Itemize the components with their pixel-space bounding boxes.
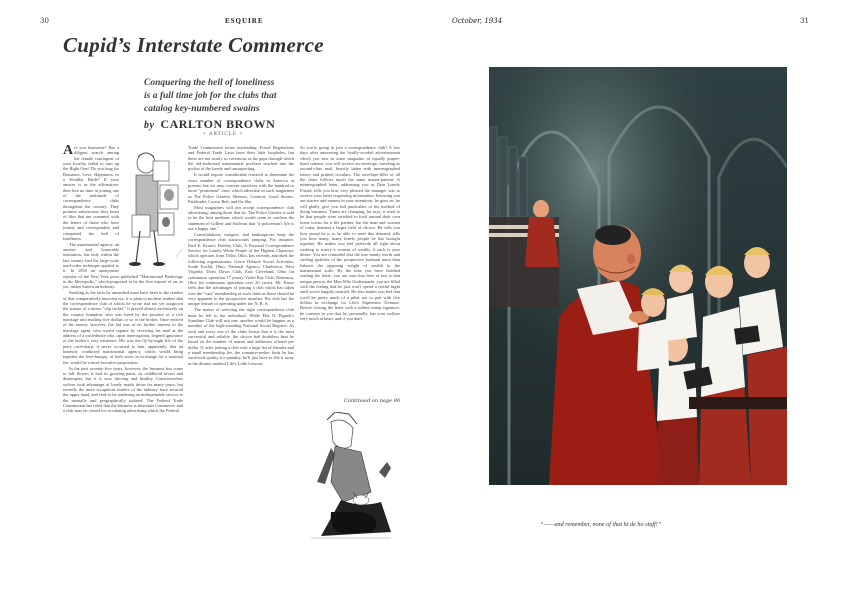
author-name: CARLTON BROWN bbox=[160, 117, 276, 131]
illustration-wrap-space bbox=[119, 145, 183, 273]
byline-by: by bbox=[144, 120, 155, 131]
paragraph-text: re you lonesome? Has a diligent search among the female contingent of your locality failed to turn up the Right One? Do you long for Romance, Love, Happiness, or a Wealthy Bride? If your answer is in the affirmative, then lose no time in joining one of the multitude of correspondence clubs throughout the country. They promise satisfaction; they boast of files that are crammed with the letters of those who have joined, and corresponded, and conquered the hell of loneliness. bbox=[63, 145, 119, 241]
deck-line: catalog key-numbered swains bbox=[144, 104, 260, 114]
paragraph: The matrimonial agency, an ancient and honorable institution, has only within the last century had the large-scale mail-order technique applied to it. In 1850 an anonymous reporter of the New York press published "Matrimonial Brokerage in the Metropolis," which purported to be the first exposé of an, as yet, infant American industry. bbox=[63, 241, 183, 290]
article-deck bbox=[144, 77, 374, 116]
paragraph: So you're going to join a correspondence club? A few days after answering the lividly-worded advertisement which you saw in some magazine of equally purple-hued content, you will receive an envelope, traveling as second-class mail, heavily laden with mimeographed letters and printed circulars. The envelope-filler of all the clubs follows much the same master-pattern. A mimeographed letter, addressing you as Dear Lonely Friend, tells you how very pleased the manager was to receive your letter requesting information. Knowing you are sincere and earnest in your intentions, he goes on, he will gladly give you full particulars of his method of doing business. Times are changing, he says; it used to be that people were satisfied to look around their own home towns for a life partner, but the man and women of today demand a larger field of choice. He tells you how proud he is to be able to meet this demand, tells you how many, many lonely people he has brought together. He makes you feel perfectly all right about wishing to marry a woman of wealth, if such is your desire. You are reminded that the true manly worth and sterling qualities of the prospective husband more than balance the opposing weight of wealth in the matrimonial scale. By the time you have finished reading his letter, you are sure that here at last is that unique person, the Man Who Understands; you are filled with the feeling that he just won't spend a restful night until you're happily married. He also makes you feel that you'd be pretty much of a piker not to part with five dollars in exchange for Life's Supremest Treasure. Before closing the letter with a rubber-stamp signature, he conveys to you that he, personally, has your welfare very much at heart, and if you don't bbox=[300, 145, 400, 321]
continued-line: Continued on page 96 bbox=[344, 398, 400, 404]
painting-caption: “——and remember, none of that hi de ho stuff!” bbox=[540, 521, 662, 528]
illustration-choir-painting bbox=[489, 67, 787, 485]
paragraph: The matter of selecting the right correspondence club must be left to the individual. While Ella N. Pignoli's Sunshine Club will suit one, another would be happier as a member of the high-sounding National Social Register. As each and every one of the clubs boasts that it is the most successful and reliable, the choice had doubtless best be based on the number of names and addresses offered per dollar. If, after joining a club with a large list of females and a small membership fee, the romance-seeker finds he has sacrificed quality for quantity, he'll just have to file it away in the dimmy marked Life's Little Lessons. bbox=[188, 307, 294, 366]
deck-line: Conquering the hell of loneliness bbox=[144, 78, 275, 88]
paragraph: In the past seventy-five years, however, the business has come to full flower; it had its growing-pains, its childhood fevers and distempers, but it is now thriving and healthy. Conscienceless wolves took advantage of lonely maids down for many years; but recently the more scrupulous leaders of the industry have secured the upper hand, and seek to be rendering an indispensable service to the mentally and geographically isolated. The Federal Trade Commission has ruled that the business is Interstate Commerce, and a club may be closed for circulating advertising which the Federal bbox=[63, 365, 183, 414]
running-head-magazine: ESQUIRE bbox=[225, 17, 264, 25]
paragraph: Consolidations, mergers, and bankruptcies keep the correspondence club statisticians jumping. For instance, Paul E. Kruse's Fidelity Club, A Personal Correspondence Service for Lonely White People of the Highest Character, which operates from Tiffin, Ohio, has recently absorbed the following organizations: Grace Dobson Social Activities, South Euclid, Ohio; National Agency, Charleston, West Virginia; Doris Dawn Club, East Cleveland, Ohio (in continuous operation 17 years); Violet Ray Club, Dennison, Ohio (in continuous operation over 20 years). Mr. Kruse feels that the advantages of joining a club which has taken over the "vast" membership of such clubs as these should be very apparent to the prospective member. His club has the unique feature of operating under the N. R. A. bbox=[188, 232, 294, 307]
deck-line: is a full time job for the clubs that bbox=[144, 91, 277, 101]
article-column-2 bbox=[188, 145, 294, 568]
drop-cap: A bbox=[63, 145, 74, 158]
illustration-woman-with-dog bbox=[301, 412, 400, 542]
paragraph: Most magazines will not accept correspondence club advertising; among those that do, The Police Gazette is said to be the best medium, which would seem to confirm the statement of Gilbert and Sullivan that "a policeman's life is not a happy one." bbox=[188, 204, 294, 232]
article-column-1 bbox=[63, 145, 183, 568]
paragraph: It would require considerable research to determine the exact number of correspondence clubs in America at present, but we may concern ourselves with the hundred or more "prominent" ones, which advertise in such magazines as The Police Gazette, Breezes, Comfort, Good Stories, Pathfinder, Cactus Belt, and the like. bbox=[188, 172, 294, 204]
paragraph: Trade Commission terms misleading. Postal Regulations and Federal Trade Laws have their little loopholes, but these are not nearly so cavernous as the gaps through which the old-fashioned matrimonial profiteer reached into the pocket of the lonely and unsuspecting. bbox=[188, 145, 294, 172]
running-head-date: October, 1934 bbox=[452, 17, 503, 25]
left-page-number: 30 bbox=[40, 17, 49, 25]
byline bbox=[144, 117, 275, 132]
paragraph: Startling as the facts he unearthed must have been to the readers of that comparatively innocent era, it is plain to modern readers that the correspondence club of which he wrote had not yet outgrown the stature of a minor "clip racket." It preyed almost exclusively on the country bumpkin, who was lured by the promise of a rich marriage into mailing five dollars or so to the broker. Once enticed of his money, however, the lad was of no further interest to the marriage agent, who would capture by receiving his mail at the address of a confederate who, upon interrogation, feigned ignorance of the broker's very existence. His was the fly-by-night life of the petty card-sharp; it never occurred to him, apparently, that an honestly conducted matrimonial agency, which would bring together the love-hungry, of both sexes in exchange for a nominal fee, would be a more lucrative proposition. bbox=[63, 290, 183, 365]
article-column-3 bbox=[300, 145, 400, 397]
right-page-number: 31 bbox=[800, 17, 809, 25]
article-kicker: • ARTICLE • bbox=[203, 132, 244, 137]
article-title: Cupid’s Interstate Commerce bbox=[63, 33, 324, 57]
